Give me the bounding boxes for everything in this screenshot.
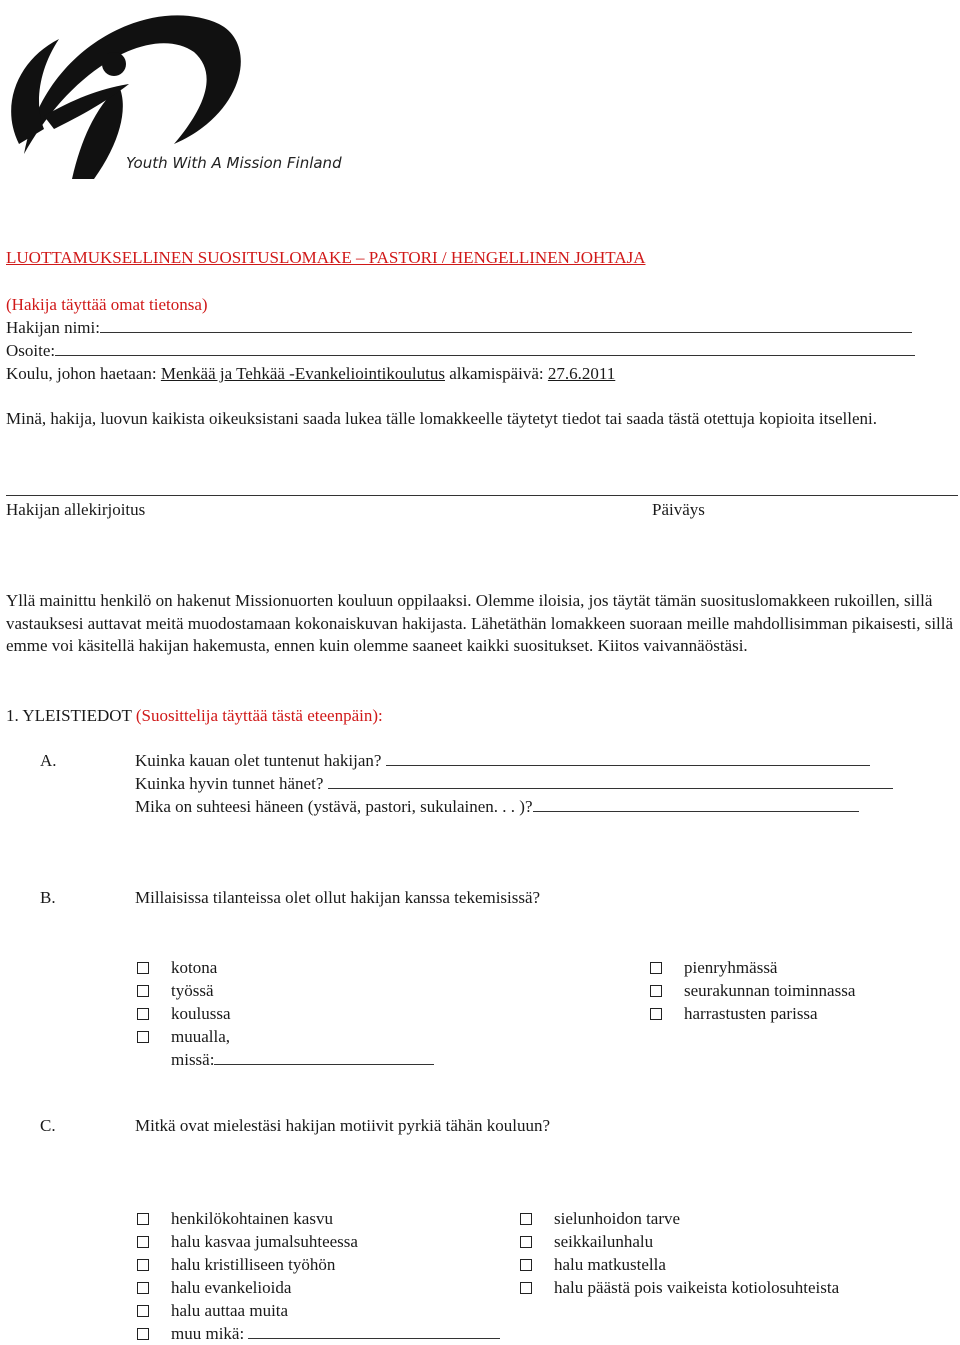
school-course: Menkää ja Tehkää -Evankeliointikoulutus	[160, 364, 445, 383]
question-a-q1-row	[135, 751, 870, 771]
checkbox-label: muu mikä:	[171, 1324, 245, 1343]
question-a-q1-field[interactable]	[386, 751, 870, 766]
school-prefix: Koulu, johon haetaan:	[6, 364, 157, 383]
ywam-logo	[4, 4, 384, 184]
checkbox-item[interactable]	[137, 979, 214, 1002]
checkbox-icon[interactable]	[137, 1259, 149, 1271]
checkbox-label: halu kasvaa jumalsuhteessa	[171, 1232, 358, 1251]
checkbox-icon[interactable]	[650, 962, 662, 974]
question-a-q3-field[interactable]	[533, 797, 859, 812]
checkbox-label: kotona	[171, 958, 218, 977]
checkbox-label: halu kristilliseen työhön	[171, 1255, 336, 1274]
checkbox-icon[interactable]	[650, 985, 662, 997]
checkbox-icon[interactable]	[520, 1236, 532, 1248]
checkbox-icon[interactable]	[137, 1213, 149, 1225]
section1-heading-row	[6, 706, 383, 726]
checkbox-icon[interactable]	[137, 1328, 149, 1340]
checkbox-label: harrastusten parissa	[684, 1004, 818, 1023]
checkbox-icon[interactable]	[137, 1305, 149, 1317]
checkbox-item[interactable]	[137, 1002, 231, 1025]
address-field[interactable]	[55, 341, 915, 356]
checkbox-label: pienryhmässä	[684, 958, 778, 977]
applicant-note: (Hakija täyttää omat tietonsa)	[6, 295, 208, 314]
other-where-label: missä:	[171, 1050, 215, 1069]
checkbox-label: halu evankelioida	[171, 1278, 292, 1297]
checkbox-icon[interactable]	[137, 962, 149, 974]
question-a-q2: Kuinka hyvin tunnet hänet?	[135, 774, 324, 793]
start-date: 27.6.2011	[547, 364, 616, 383]
checkbox-icon[interactable]	[137, 1236, 149, 1248]
name-row	[6, 318, 912, 338]
checkbox-label: muualla,	[171, 1027, 231, 1046]
date-label: Päiväys	[652, 500, 705, 519]
checkbox-item[interactable]	[520, 1253, 666, 1276]
checkbox-item[interactable]	[520, 1276, 839, 1299]
checkbox-icon[interactable]	[137, 1282, 149, 1294]
question-c-letter: C.	[40, 1116, 56, 1135]
start-label: alkamispäivä:	[449, 364, 544, 383]
checkbox-item[interactable]	[137, 1230, 358, 1253]
address-label: Osoite:	[6, 341, 56, 360]
name-field[interactable]	[100, 318, 912, 333]
question-c-text: Mitkä ovat mielestäsi hakijan motiivit pyrkiä tähän kouluun?	[135, 1116, 550, 1135]
checkbox-item[interactable]	[137, 1276, 291, 1299]
other-where-row	[171, 1048, 434, 1071]
section1-note: (Suosittelija täyttää tästä eteenpäin):	[135, 706, 383, 725]
intro-text: Yllä mainittu henkilö on hakenut Missionuorten kouluun oppilaaksi. Olemme iloisia, jos täytät tämän suosituslomakkeen rukoillen, sillä vastauksesi auttavat meitä muodostamaan kokonaiskuvan hakijasta. Lähetäthän lomakkeen suoraan meille mahdollisimman pikaisesti, sillä emme voi käsitellä hakijan hakemusta, ennen kuin olemme saaneet kaikki suositukset. Kiitos vaivannäöstäsi.	[6, 591, 954, 655]
checkbox-label: halu auttaa muita	[171, 1301, 289, 1320]
logo-tagline: Youth With A Mission Finland	[126, 154, 342, 172]
checkbox-icon[interactable]	[520, 1282, 532, 1294]
signature-line[interactable]	[6, 495, 958, 496]
checkbox-label: halu matkustella	[554, 1255, 666, 1274]
checkbox-label: sielunhoidon tarve	[554, 1209, 681, 1228]
name-label: Hakijan nimi:	[6, 318, 100, 337]
question-a-q3: Mika on suhteesi häneen (ystävä, pastori, sukulainen. . . )?	[135, 797, 533, 816]
checkbox-label: halu päästä pois vaikeista kotiolosuhteista	[554, 1278, 840, 1297]
checkbox-label: työssä	[171, 981, 214, 1000]
checkbox-item[interactable]	[520, 1230, 653, 1253]
waiver-text: Minä, hakija, luovun kaikista oikeuksistani saada lukea tälle lomakkeelle täytetyt tiedot tai saada tästä otettuja kopioita itselleni.	[6, 409, 878, 428]
checkbox-icon[interactable]	[137, 1008, 149, 1020]
checkbox-item[interactable]	[137, 956, 217, 979]
checkbox-icon[interactable]	[137, 985, 149, 997]
question-a-letter: A.	[40, 751, 57, 770]
checkbox-label: seurakunnan toiminnassa	[684, 981, 856, 1000]
checkbox-item[interactable]	[520, 1207, 680, 1230]
question-a-q2-row	[135, 774, 893, 794]
checkbox-icon[interactable]	[520, 1213, 532, 1225]
checkbox-icon[interactable]	[137, 1031, 149, 1043]
checkbox-item[interactable]	[650, 1002, 818, 1025]
checkbox-item[interactable]	[137, 1322, 500, 1345]
checkbox-label: seikkailunhalu	[554, 1232, 654, 1251]
checkbox-item[interactable]	[137, 1299, 288, 1322]
checkbox-item[interactable]	[137, 1025, 230, 1048]
question-a-q3-row	[135, 797, 859, 817]
checkbox-item[interactable]	[137, 1253, 335, 1276]
question-b-text: Millaisissa tilanteissa olet ollut hakijan kanssa tekemisissä?	[135, 888, 541, 907]
other-motive-field[interactable]	[248, 1324, 500, 1339]
page-title: LUOTTAMUKSELLINEN SUOSITUSLOMAKE – PASTORI / HENGELLINEN JOHTAJA	[6, 248, 646, 267]
checkbox-item[interactable]	[137, 1207, 333, 1230]
checkbox-item[interactable]	[650, 979, 855, 1002]
checkbox-item[interactable]	[650, 956, 777, 979]
question-b-letter: B.	[40, 888, 56, 907]
checkbox-icon[interactable]	[520, 1259, 532, 1271]
checkbox-label: henkilökohtainen kasvu	[171, 1209, 333, 1228]
section1-heading: 1. YLEISTIEDOT	[6, 706, 132, 725]
other-where-field[interactable]	[214, 1050, 434, 1065]
signature-label: Hakijan allekirjoitus	[6, 500, 146, 519]
checkbox-icon[interactable]	[650, 1008, 662, 1020]
address-row	[6, 341, 915, 361]
question-a-q2-field[interactable]	[328, 774, 893, 789]
checkbox-label: koulussa	[171, 1004, 231, 1023]
question-a-q1: Kuinka kauan olet tuntenut hakijan?	[135, 751, 382, 770]
school-row	[6, 364, 615, 384]
